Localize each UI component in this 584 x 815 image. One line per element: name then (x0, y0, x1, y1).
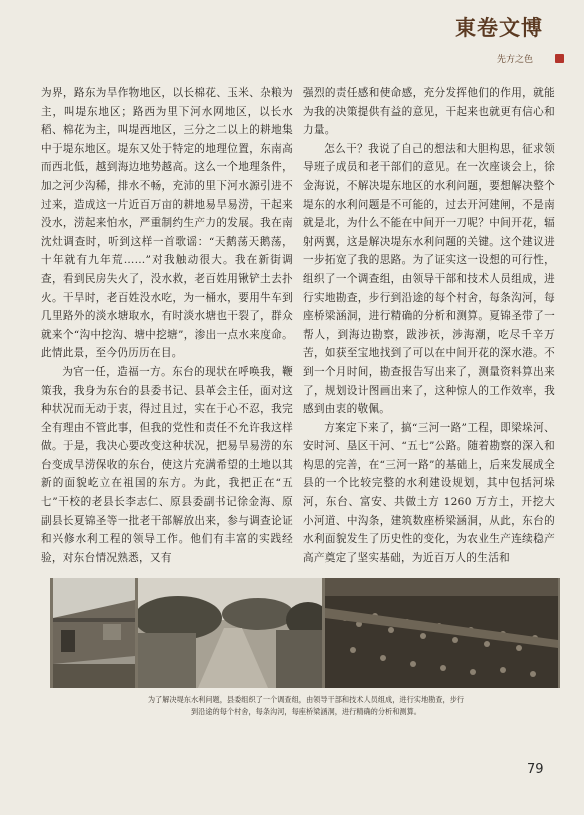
paragraph: 强烈的责任感和使命感，充分发挥他们的作用，就能为我的决策提供有益的意见，干起来也就更有信心和力量。 (303, 87, 555, 137)
page-number: 79 (527, 762, 544, 777)
paragraph: 怎么干？我说了自己的想法和大胆构思，征求领导班子成员和老干部们的意见。在一次座谈会上，徐金海说，不解决堤东地区的水利问题，要想解决整个堤东的水利问题是不可能的，过去开河建闸，不是南就是北，为什么不能在中间开一刀呢？中间开花，辐射两翼，这是解决堤东水利问题的关键。这个建议进一步拓宽了我的思路。为了证实这一设想的可行性，组织了一个调查组，由领导干部和技术人员组成，进行实地勘查，步行到沿途的每个村舍，每条沟河，每座桥梁涵洞，进行精确的分析和测算。夏锦圣带了一帮人，到海边勘察，跋涉祆，涉海潮，吃尽千辛万苦，如获至宝地找到了可以在中间开花的深水港。不到一个月时间，勘查报告写出来了，测量资料算出来了，规划设计图画出来了，这种惊人的工作效率，我感到由衷的敬佩。 (303, 142, 555, 416)
red-seal-icon (555, 54, 564, 63)
paragraph: 方案定下来了，搞“三河一路”工程，即梁垛河、安时河、垦区干河、“五七”公路。随着勘察的深入和构思的完善，在“三河一路”的基础上，后来发展成全县的一个比较完整的水利建设规划，其中包括河垛河，东台、富安、共做土方 1260 万方土，开挖大小河道、中沟条，建筑数座桥梁涵洞，从此，东台的水利面貌发生了历史性的变化，为农业生产连续稳产高产奠定了坚实基础，为近百万人的生活和 (303, 421, 555, 564)
village-road-photo (138, 578, 322, 688)
body-column-left (41, 84, 293, 567)
body-column-right (303, 84, 555, 567)
photo-strip (50, 578, 560, 688)
paragraph: 为界，路东为旱作物地区，以长棉花、玉米、杂粮为主，叫堤东地区；路西为里下河水网地区，以长水稻、棉花为主，叫堤西地区，三分之二以上的耕地集中于堤东地区。堤东又处于特定的地理位置，东南高而西北低，越到海边地势越高。这么一个地理条件，加之河少沟稀，排水不畅，充沛的里下河水源引进不过来，造成这一片近百万亩的耕地易旱易涝，干起来没水，涝起来怕水，严重制约生产力的发展。我在南沈灶调查时，听到这样一首歌谣：“天鹅荡天鹅荡，十年就有九年荒……”对我触动很大。我在新街调查，看到民房失火了，没水救，老百姓用锹铲土去扑火。干旱时，老百姓没水吃，为一桶水，要用牛车到几里路外的淡水塘取水，有时淡水塘也干裂了，群众就来个“沟中挖沟、塘中挖塘”，渗出一点水来度命。此情此景，至今仍历历在目。 (41, 87, 293, 360)
caption-line: 到沿途的每个村舍，每条沟河，每座桥梁涵洞，进行精确的分析和测算。 (190, 707, 421, 716)
column-header-title: 東卷文博 (455, 15, 543, 40)
paragraph: 为官一任，造福一方。东台的现状在呼唤我，鞭策我，我身为东台的县委书记、县革会主任，面对这种状况而无动于衷，得过且过，实在于心不忍，我完全有理由不管此事，但我的党性和责任不允许我这样做。于是，我决心要改变这种状况，把易旱易涝的东台变成旱涝保收的东台，使这片充满希望的土地以其新的面貌屹立在祖国的东方。为此，我把正在“五七”干校的老县长李志仁、原县委副书记徐金海、原副县长夏锦圣等一批老干部解放出来，参与调查论证和兴修水利工程的领导工作。他们有丰富的实践经验，对东台情况熟悉，又有 (41, 365, 293, 564)
column-header-signature: 先方之色 (497, 55, 534, 65)
village-wall-photo (53, 578, 135, 688)
caption-line: 为了解决堤东水利问题，县委组织了一个调查组，由领导干部和技术人员组成，进行实地勘查，步行 (147, 695, 465, 704)
engineering-works-photo (325, 578, 558, 688)
photo-caption (66, 694, 546, 718)
